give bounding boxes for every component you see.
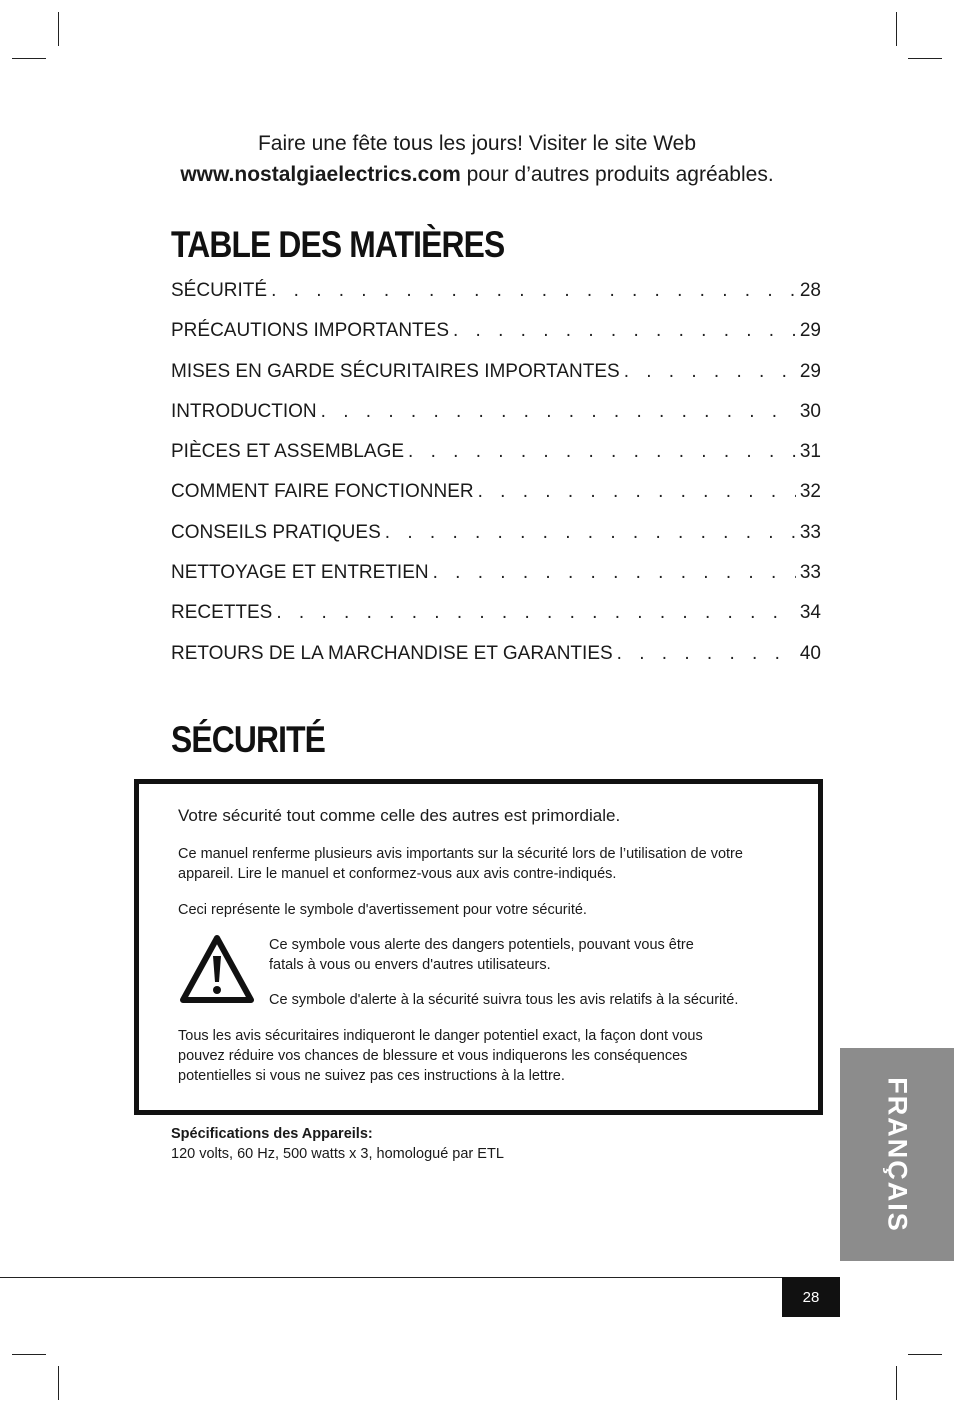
toc-entry[interactable] xyxy=(171,361,821,401)
toc-entry-page: 40 xyxy=(799,642,821,664)
warning-triangle-icon xyxy=(179,934,255,1006)
toc-leader-dots xyxy=(433,562,796,584)
toc-leader-dots xyxy=(408,441,796,463)
crop-mark xyxy=(896,1366,897,1400)
toc-entry-label: RETOURS DE LA MARCHANDISE ET GARANTIES xyxy=(171,642,613,664)
promo-line-2 xyxy=(0,159,954,190)
language-tab xyxy=(840,1048,954,1261)
toc-leader-dots xyxy=(478,481,796,503)
safety-box xyxy=(134,779,823,1115)
specs-value: 120 volts, 60 Hz, 500 watts x 3, homologué par ETL xyxy=(171,1146,504,1162)
toc-entry-label: PRÉCAUTIONS IMPORTANTES xyxy=(171,320,449,342)
toc-entry[interactable] xyxy=(171,401,821,441)
promo-line-1: Faire une fête tous les jours! Visiter le site Web xyxy=(257,132,697,155)
toc-leader-dots xyxy=(385,522,796,544)
toc-leader-dots xyxy=(624,361,796,383)
toc-leader-dots xyxy=(271,280,796,302)
toc-entry[interactable] xyxy=(171,522,821,562)
toc-entry-page: 33 xyxy=(799,521,821,543)
toc-entry-page: 28 xyxy=(799,280,821,301)
crop-mark xyxy=(12,58,46,59)
toc-entry-label: COMMENT FAIRE FONCTIONNER xyxy=(171,481,474,503)
safety-paragraph-5: Tous les avis sécuritaires indiqueront le danger potentiel exact, la façon dont vous pouvez réduire vos chances de blessure et vous indiquerons les conséquences potentielles si vous ne suivez pas ces instructions à la lettre. xyxy=(178,1028,703,1084)
toc-entry[interactable] xyxy=(171,280,821,320)
toc-entry-label: INTRODUCTION xyxy=(171,400,317,422)
toc-entry-label: MISES EN GARDE SÉCURITAIRES IMPORTANTES xyxy=(171,360,620,382)
safety-paragraph-2: Ceci représente le symbole d'avertissement pour votre sécurité. xyxy=(178,902,587,918)
page-number: 28 xyxy=(782,1277,840,1317)
safety-paragraph-3: Ce symbole vous alerte des dangers potentiels, pouvant vous être fatals à vous ou envers d'autres utilisateurs. xyxy=(269,937,694,973)
promo-line-2-rest: pour d’autres produits agréables. xyxy=(460,163,774,186)
safety-title: SÉCURITÉ xyxy=(171,719,326,760)
crop-mark xyxy=(58,12,59,46)
toc-entry-label: NETTOYAGE ET ENTRETIEN xyxy=(171,562,429,584)
toc-entry-page: 29 xyxy=(799,360,821,382)
toc-leader-dots xyxy=(617,643,796,665)
crop-mark xyxy=(908,1354,942,1355)
safety-paragraph-1: Ce manuel renferme plusieurs avis importants sur la sécurité lors de l’utilisation de votre appareil. Lire le manuel et conformez-vous aux avis contre-indiqués. xyxy=(178,846,743,882)
safety-paragraph-4: Ce symbole d'alerte à la sécurité suivra tous les avis relatifs à la sécurité. xyxy=(269,992,739,1008)
toc-entry[interactable] xyxy=(171,441,821,481)
toc-title: TABLE DES MATIÈRES xyxy=(171,224,505,265)
toc-entry-page: 34 xyxy=(799,602,821,624)
specifications xyxy=(171,1124,504,1164)
toc-entry-page: 33 xyxy=(799,562,821,584)
safety-lead: Votre sécurité tout comme celle des autres est primordiale. xyxy=(178,806,621,825)
toc-entry[interactable] xyxy=(171,643,821,683)
toc-entry[interactable] xyxy=(171,562,821,602)
language-tab-label: FRANÇAIS xyxy=(882,1076,913,1233)
specs-label: Spécifications des Appareils: xyxy=(171,1126,373,1142)
toc-entry-page: 32 xyxy=(799,481,821,503)
toc-entry-page: 30 xyxy=(799,400,821,422)
footer-rule xyxy=(0,1277,840,1278)
website-link[interactable]: www.nostalgiaelectrics.com xyxy=(180,163,461,186)
crop-mark xyxy=(58,1366,59,1400)
crop-mark xyxy=(896,12,897,46)
promo-text xyxy=(0,128,954,190)
toc-leader-dots xyxy=(453,320,796,342)
toc-entry-label: CONSEILS PRATIQUES xyxy=(171,521,381,543)
toc-entry-label: PIÈCES ET ASSEMBLAGE xyxy=(171,441,405,463)
toc-entry-page: 29 xyxy=(799,320,821,342)
toc-entry-label: RECETTES xyxy=(171,602,273,624)
table-of-contents xyxy=(171,280,821,683)
crop-mark xyxy=(908,58,942,59)
toc-leader-dots xyxy=(321,401,796,423)
toc-entry-page: 31 xyxy=(799,441,821,463)
toc-leader-dots xyxy=(276,602,796,624)
crop-mark xyxy=(12,1354,46,1355)
toc-entry[interactable] xyxy=(171,320,821,360)
toc-entry-label: SÉCURITÉ xyxy=(171,280,268,301)
toc-entry[interactable] xyxy=(171,481,821,521)
toc-entry[interactable] xyxy=(171,602,821,642)
